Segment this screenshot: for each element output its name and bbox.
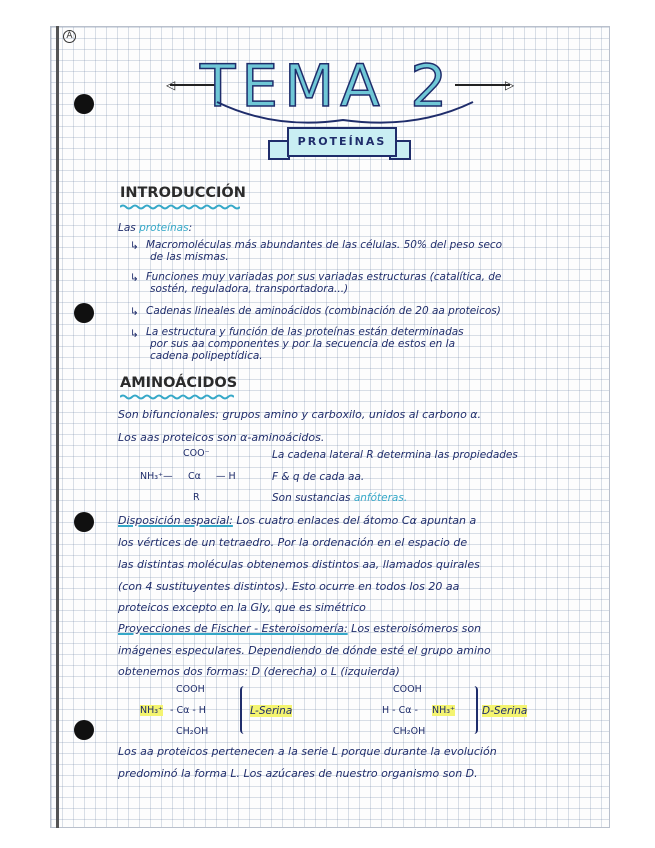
disposicion-text: Los cuatro enlaces del átomo Cα apuntan a — [232, 514, 477, 527]
closing-line: Los aa proteicos pertenecen a la serie L porque durante la evolución — [118, 745, 497, 758]
fischer-line: obtenemos dos formas: D (derecha) o L (izquierda) — [118, 665, 400, 678]
title-arrow-right — [455, 84, 510, 86]
intro-bullet-cont: sostén, reguladora, transportadora...) — [150, 283, 349, 295]
disposicion-line: los vértices de un tetraedro. Por la ordenación en el espacio de — [118, 536, 468, 549]
disposicion-line: las distintas moléculas obtenemos distintos aa, llamados quirales — [118, 558, 480, 571]
intro-lead — [118, 222, 192, 234]
l-serina-bottom: CH₂OH — [176, 726, 209, 737]
l-serina-top: COOH — [176, 684, 205, 695]
lead-suffix: : — [188, 222, 193, 234]
disposicion-label: Disposición espacial: — [118, 514, 233, 527]
banner-subtitle: PROTEÍNAS — [287, 127, 397, 157]
fischer-label: Proyecciones de Fischer - Esteroisomería: — [118, 622, 348, 635]
lead-word: proteínas — [139, 222, 189, 234]
l-serina-center: - Cα - H — [170, 705, 206, 716]
l-serina-label: L-Serina — [250, 705, 293, 717]
d-serina-top: COOH — [393, 684, 422, 695]
intro-bullet-cont: cadena polipeptídica. — [150, 350, 263, 362]
intro-bullet: Macromoléculas más abundantes de las células. 50% del peso seco — [146, 239, 503, 251]
intro-bullet-cont: por sus aa componentes y por la secuencia de estos en la — [150, 338, 456, 350]
note-highlight: anfóteras. — [353, 492, 408, 504]
amino-line: Los aas proteicos son α-aminoácidos. — [118, 431, 325, 444]
punch-hole — [74, 303, 94, 323]
page-title: TEMA 2 — [200, 52, 454, 120]
d-serina-left: H - Cα - — [382, 705, 418, 716]
note-prefix: Son sustancias — [272, 492, 354, 504]
amino-heading: AMINOÁCIDOS — [120, 375, 238, 391]
intro-bullet-cont: de las mismas. — [150, 251, 229, 263]
punch-hole — [74, 512, 94, 532]
bullet-arrow-icon: ↳ — [130, 306, 139, 318]
structure-left: NH₃⁺— — [140, 471, 173, 482]
l-serina-bracket — [240, 686, 248, 734]
arrow-head-right-icon: ▷ — [505, 78, 515, 92]
intro-bullet: La estructura y función de las proteínas están determinadas — [146, 326, 464, 338]
arrow-head-left-icon: ◁ — [166, 78, 176, 92]
intro-heading: INTRODUCCIÓN — [120, 185, 246, 201]
punch-hole — [74, 720, 94, 740]
d-serina-right: NH₃⁺ — [432, 705, 456, 716]
bullet-arrow-icon: ↳ — [130, 328, 139, 340]
closing-line: predominó la forma L. Los azúcares de nuestro organismo son D. — [118, 767, 478, 780]
disposicion-line — [118, 514, 476, 527]
d-serina-label: D-Serina — [482, 705, 528, 717]
corner-mark: A — [63, 30, 76, 43]
disposicion-line: (con 4 sustituyentes distintos). Esto ocurre en todos los 20 aa — [118, 580, 460, 593]
bullet-arrow-icon: ↳ — [130, 272, 139, 284]
intro-bullet: Cadenas lineales de aminoácidos (combinación de 20 aa proteicos) — [146, 305, 501, 317]
structure-top: COO⁻ — [183, 448, 210, 459]
heading-wave-underline — [120, 394, 234, 400]
d-serina-bottom: CH₂OH — [393, 726, 426, 737]
structure-bottom: R — [193, 492, 200, 503]
amino-line: Son bifuncionales: grupos amino y carboxilo, unidos al carbono α. — [118, 408, 482, 421]
margin-line — [56, 26, 59, 828]
amino-note: La cadena lateral R determina las propiedades — [272, 449, 518, 461]
heading-wave-underline — [120, 204, 240, 210]
structure-right: — H — [216, 471, 236, 482]
title-swoosh — [215, 100, 475, 130]
lead-prefix: Las — [118, 222, 140, 234]
fischer-line — [118, 622, 481, 635]
l-serina-left: NH₃⁺ — [140, 705, 164, 716]
bullet-arrow-icon: ↳ — [130, 240, 139, 252]
amino-note — [272, 492, 407, 504]
structure-center: Cα — [188, 471, 201, 482]
disposicion-line: proteicos excepto en la Gly, que es simétrico — [118, 601, 366, 614]
punch-hole — [74, 94, 94, 114]
amino-note: F & q de cada aa. — [272, 471, 365, 483]
fischer-text: Los esteroisómeros son — [347, 622, 482, 635]
fischer-line: imágenes especulares. Dependiendo de dónde esté el grupo amino — [118, 644, 491, 657]
d-serina-bracket — [470, 686, 478, 734]
intro-bullet: Funciones muy variadas por sus variadas estructuras (catalítica, de — [146, 271, 502, 283]
